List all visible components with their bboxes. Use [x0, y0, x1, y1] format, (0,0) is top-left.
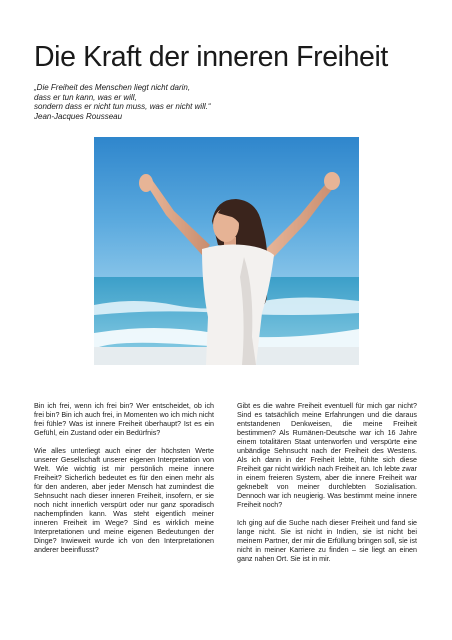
woman-beach-photo	[94, 137, 359, 365]
quote-author: Jean-Jacques Rousseau	[34, 111, 123, 121]
text-column-left	[34, 402, 214, 563]
left-hand	[139, 174, 153, 192]
paragraph: Wie alles unterliegt auch einer der höchsten Werte unserer Gesellschaft unserer eigenen Interpretation von Welt. Wie wichtig ist mir persönlich meine innere Freiheit? Sicherlich bedeutet es für den einen mehr als für den anderen, aber jeder Mensch hat zumindest die Sehnsucht nach dieser inneren Freiheit, insofern, er sie noch nicht innerlich verspürt oder nur ganz sporadisch nachempfinden kann. Was steht eigentlich meiner inneren Freiheit im Wege? Sind es wirklich meine Interpretationen und meine eigenen Bedeutungen der Dinge? Inwieweit wurde ich von den Interpretationen anderer beeinflusst?	[34, 446, 214, 554]
paragraph: Bin ich frei, wenn ich frei bin? Wer entscheidet, ob ich frei bin? Bin ich auch frei, in Momenten wo ich mich nicht frei fühle? Was ist innere Freiheit überhaupt? Ist es ein Gefühl, ein Zustand oder ein Bedürfnis?	[34, 402, 214, 437]
article-title: Die Kraft der inneren Freiheit	[34, 41, 388, 73]
right-hand	[324, 172, 340, 190]
photo-illustration	[94, 137, 359, 365]
paragraph: Ich ging auf die Suche nach dieser Freiheit und fand sie lange nicht. Sie ist nicht in Indien, sie ist nicht bei meinem Partner, der mir die Erfüllung bringen soll, sie ist nicht in meiner Karriere zu finden – sie liegt an einen ganz nahen Ort. Sie ist in mir.	[237, 518, 417, 563]
quote-line: „Die Freiheit des Menschen liegt nicht darin,	[34, 83, 191, 92]
epigraph-quote	[34, 83, 414, 121]
quote-line: dass er tun kann, was er will,	[34, 92, 137, 102]
text-column-right	[237, 402, 417, 572]
paragraph: Gibt es die wahre Freiheit eventuell für mich gar nicht? Sind es tatsächlich meine Erfahrungen und die daraus entstandenen Denkweisen, die meine Freiheit bestimmen? Als Rumänen-Deutsche war ich 16 Jahre einem totalitären Staat unterworfen und verspürte eine unbändige Sehnsucht nach der Freiheit des Westens. Als ich dann in der Freiheit lebte, fühlte sich diese Freiheit gar nicht wirklich nach Freiheit an. Ich lebte zwar in einem freieren System, aber die innere Freiheit war geknebelt von meiner durchlebten Sozialisation. Dennoch war ich neugierig. Was bestimmt meine innere Freiheit noch?	[237, 402, 417, 509]
quote-line: sondern dass er nicht tun muss, was er nicht will.“	[34, 102, 211, 112]
